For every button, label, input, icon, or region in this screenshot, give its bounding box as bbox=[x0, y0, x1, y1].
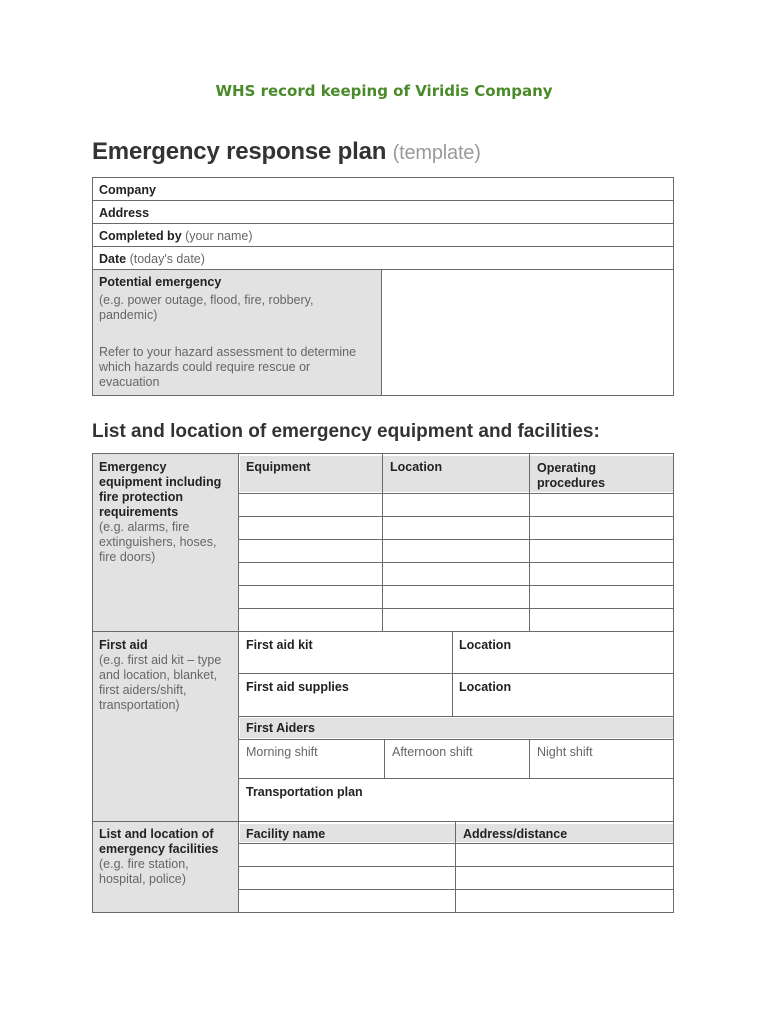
date-label: Date bbox=[99, 252, 127, 266]
facilities-label-cell bbox=[93, 824, 233, 890]
night-shift-field[interactable]: Night shift bbox=[537, 745, 593, 759]
col-address-distance: Address/distance bbox=[463, 827, 568, 841]
equipment-hint: (e.g. alarms, fire extinguishers, hoses, fire doors) bbox=[99, 520, 217, 564]
first-aid-supplies-field[interactable]: First aid supplies bbox=[246, 680, 349, 694]
completed-by-hint: (your name) bbox=[185, 229, 253, 243]
potential-emergency-cell bbox=[93, 272, 373, 393]
first-aid-label: First aid bbox=[99, 638, 148, 652]
col-facility-name: Facility name bbox=[246, 827, 326, 841]
first-aid-supplies-location-field[interactable]: Location bbox=[459, 680, 512, 694]
equipment-table bbox=[92, 453, 674, 913]
potential-emergency-note: Refer to your hazard assessment to determine which hazards could require rescue or evacuation bbox=[99, 345, 357, 389]
equipment-label-cell bbox=[93, 457, 233, 568]
date-field[interactable] bbox=[93, 249, 211, 270]
potential-emergency-input[interactable] bbox=[383, 271, 671, 393]
col-location: Location bbox=[390, 460, 443, 474]
afternoon-shift-field[interactable]: Afternoon shift bbox=[392, 745, 473, 759]
page-title bbox=[92, 138, 481, 166]
col-equipment: Equipment bbox=[246, 460, 311, 474]
date-hint: (today's date) bbox=[129, 252, 205, 266]
document-header: WHS record keeping of Viridis Company bbox=[215, 82, 553, 100]
first-aid-kit-field[interactable]: First aid kit bbox=[246, 638, 313, 652]
potential-emergency-label: Potential emergency bbox=[99, 275, 222, 289]
section-title: List and location of emergency equipment and facilities: bbox=[92, 421, 600, 442]
equipment-label: Emergency equipment including fire protection requirements bbox=[99, 460, 222, 519]
col-operating-procedures: Operating procedures bbox=[537, 461, 606, 490]
transportation-plan-field[interactable]: Transportation plan bbox=[246, 785, 363, 799]
morning-shift-field[interactable]: Morning shift bbox=[246, 745, 318, 759]
company-field[interactable]: Company bbox=[99, 183, 156, 197]
title-main: Emergency response plan bbox=[92, 138, 387, 165]
first-aid-hint: (e.g. first aid kit – type and location, blanket, first aiders/shift, transportation) bbox=[99, 653, 222, 712]
completed-by-label: Completed by bbox=[99, 229, 182, 243]
address-field[interactable]: Address bbox=[99, 206, 150, 220]
facilities-label: List and location of emergency facilities bbox=[99, 827, 219, 856]
title-sub: (template) bbox=[392, 142, 481, 164]
first-aid-kit-location-field[interactable]: Location bbox=[459, 638, 512, 652]
potential-emergency-hint: (e.g. power outage, flood, fire, robbery, pandemic) bbox=[99, 293, 314, 322]
details-table bbox=[92, 177, 674, 396]
completed-by-field[interactable] bbox=[93, 226, 259, 247]
first-aiders-header: First Aiders bbox=[246, 721, 316, 735]
facilities-hint: (e.g. fire station, hospital, police) bbox=[99, 857, 189, 886]
first-aid-label-cell bbox=[93, 635, 233, 716]
